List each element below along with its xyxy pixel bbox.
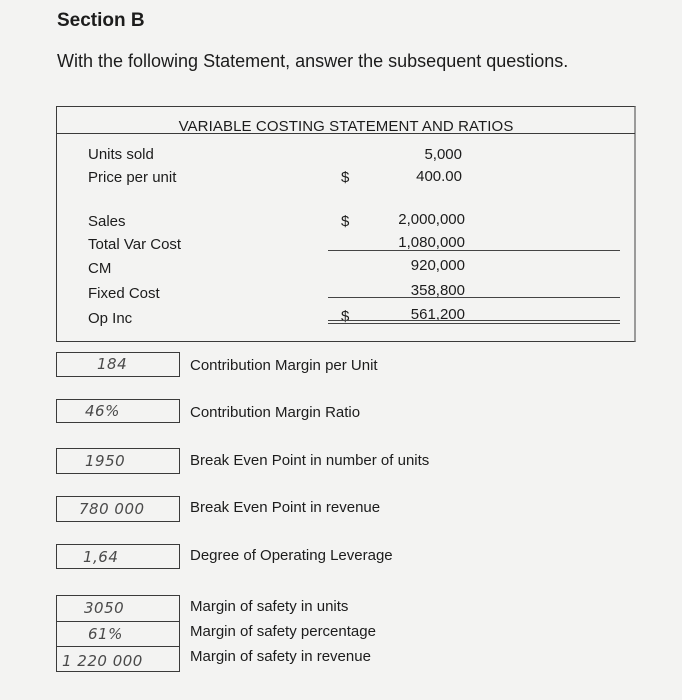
cm-label: CM: [88, 260, 112, 277]
instructions-text: With the following Statement, answer the subsequent questions.: [57, 51, 569, 71]
total-double-underline-bottom: [328, 323, 620, 324]
total-var-cost-label: Total Var Cost: [88, 236, 182, 253]
op-inc-label: Op Inc: [88, 310, 133, 327]
answer-dol: 1,64: [83, 548, 119, 566]
question-bep-units: Break Even Point in number of units: [190, 452, 430, 469]
price-per-unit-label: Price per unit: [88, 169, 177, 186]
answer-mos-units[interactable]: 3050: [84, 599, 125, 617]
sales-value: 2,000,000: [398, 211, 465, 228]
answer-cm-ratio: 46%: [85, 402, 120, 420]
question-bep-revenue: Break Even Point in revenue: [190, 499, 381, 516]
title-divider: [57, 133, 635, 134]
total-double-underline-top: [328, 320, 620, 321]
fixed-cost-label: Fixed Cost: [88, 285, 160, 302]
subtotal-underline: [328, 250, 620, 251]
sales-label: Sales: [88, 213, 126, 230]
section-title: Section B: [57, 10, 145, 31]
total-var-cost-value: 1,080,000: [398, 234, 465, 251]
question-cm-per-unit: Contribution Margin per Unit: [190, 357, 378, 374]
answer-cm-per-unit: 184: [97, 355, 128, 373]
units-sold-label: Units sold: [88, 146, 154, 163]
answer-box-bep-units[interactable]: [56, 448, 180, 474]
answer-mos-percentage[interactable]: 61%: [88, 625, 123, 643]
question-mos-revenue: Margin of safety in revenue: [190, 648, 371, 665]
answer-box-dol[interactable]: [56, 544, 180, 569]
op-inc-currency: $: [341, 308, 350, 325]
answer-box-cm-ratio[interactable]: [56, 399, 180, 423]
cm-value: 920,000: [410, 257, 465, 274]
answer-mos-revenue[interactable]: 1 220 000: [62, 652, 143, 670]
sales-currency: $: [341, 213, 350, 230]
price-per-unit-value: 400.00: [416, 168, 462, 185]
fixed-cost-value: 358,800: [410, 282, 465, 299]
mos-row-divider-1: [57, 621, 179, 622]
question-cm-ratio: Contribution Margin Ratio: [190, 404, 361, 421]
answer-box-bep-revenue[interactable]: [56, 496, 180, 522]
statement-title: VARIABLE COSTING STATEMENT AND RATIOS: [178, 118, 514, 135]
question-mos-percentage: Margin of safety percentage: [190, 623, 376, 640]
fixed-cost-underline: [328, 297, 620, 298]
op-inc-value: 561,200: [410, 306, 465, 323]
answer-box-cm-per-unit[interactable]: [56, 352, 180, 377]
question-dol: Degree of Operating Leverage: [190, 547, 393, 564]
answer-bep-revenue: 780 000: [79, 500, 145, 518]
answer-bep-units: 1950: [85, 452, 126, 470]
price-currency: $: [341, 169, 350, 186]
question-mos-units: Margin of safety in units: [190, 598, 349, 615]
mos-row-divider-2: [57, 646, 179, 647]
units-sold-value: 5,000: [424, 146, 462, 163]
